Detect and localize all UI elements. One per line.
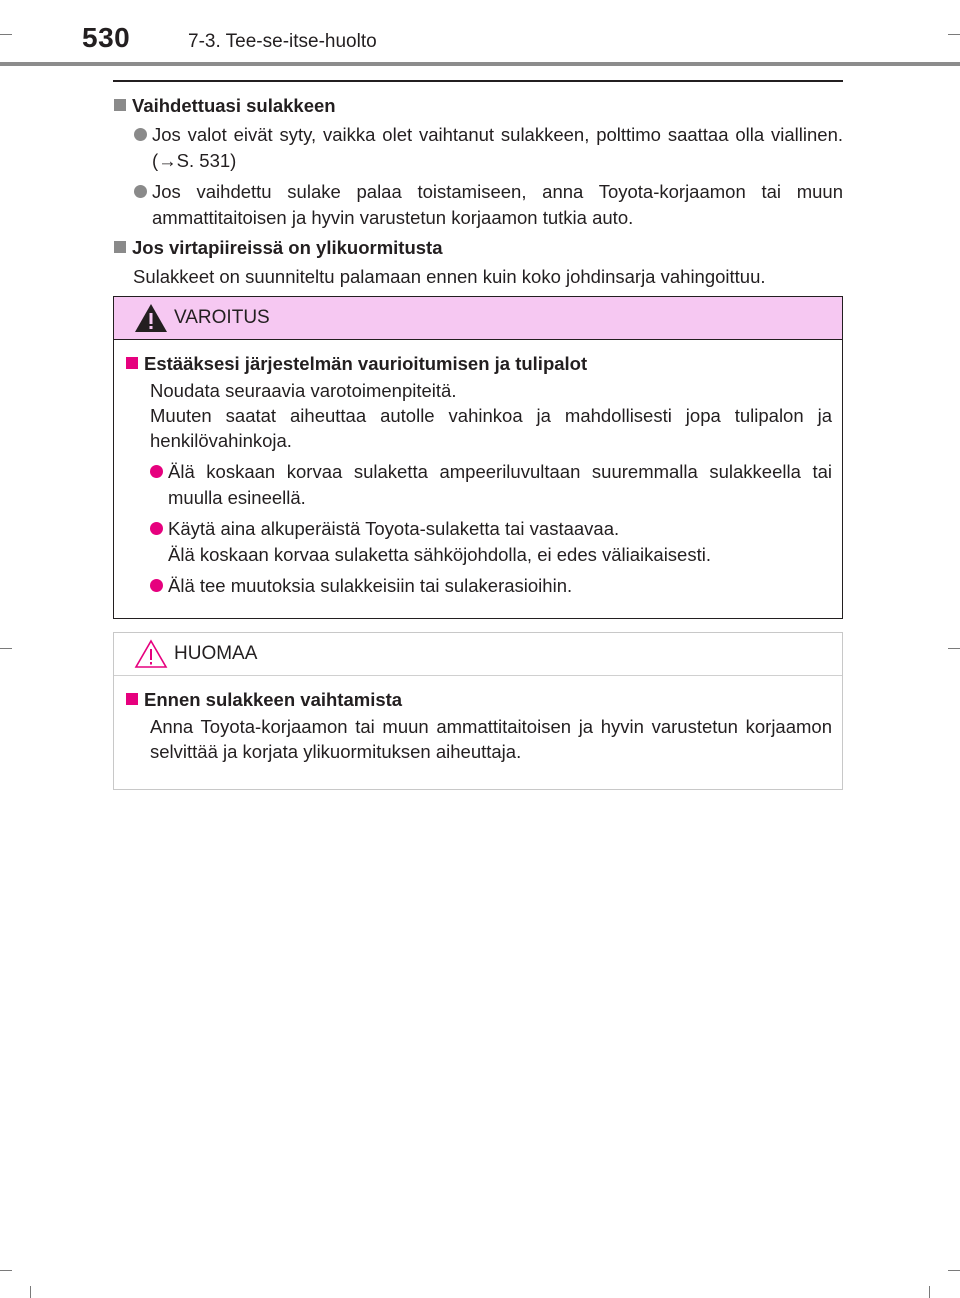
- round-bullet-icon: [150, 465, 163, 478]
- list-item: [113, 122, 843, 174]
- crop-mark: [30, 1286, 31, 1298]
- notice-heading-text: Ennen sulakkeen vaihtamista: [144, 689, 403, 710]
- warning-triangle-icon: [134, 303, 168, 333]
- list-item: [125, 573, 832, 599]
- warning-label: VAROITUS: [174, 307, 270, 328]
- warning-text: Noudata seuraavia varotoimenpiteitä.: [150, 380, 457, 401]
- list-item: [125, 516, 832, 568]
- crop-mark: [0, 34, 12, 35]
- crop-mark: [948, 648, 960, 649]
- section-heading-text: Jos virtapiireissä on ylikuormitusta: [132, 237, 443, 258]
- crop-mark: [948, 34, 960, 35]
- notice-box-body: [114, 676, 842, 764]
- square-bullet-icon: [126, 357, 138, 369]
- content-top-rule: [113, 80, 843, 82]
- main-content: [113, 80, 843, 290]
- list-item-text: Jos valot eivät syty, vaikka olet vaihtanut sulakkeen, polttimo saattaa olla viallinen. (→S. 531): [152, 124, 843, 171]
- list-item-text: Älä koskaan korvaa sulaketta ampeeriluvultaan suuremmalla sulakkeella tai muulla esineellä.: [168, 461, 832, 508]
- list-item-text: [168, 516, 711, 568]
- notice-triangle-icon: [134, 639, 168, 669]
- list-item: [113, 179, 843, 231]
- notice-box: [113, 632, 843, 790]
- crop-mark: [929, 1286, 930, 1298]
- section-heading-text: Vaihdettuasi sulakkeen: [132, 95, 336, 116]
- section-heading: [113, 236, 843, 260]
- warning-heading: [125, 352, 832, 376]
- round-bullet-icon: [134, 128, 147, 141]
- crop-mark: [948, 1270, 960, 1271]
- notice-box-header: [114, 633, 842, 676]
- list-item-line: Käytä aina alkuperäistä Toyota-sulaketta tai vastaavaa.: [168, 518, 620, 539]
- square-bullet-icon: [126, 693, 138, 705]
- warning-box-header: [114, 297, 842, 340]
- list-item-text: Jos vaihdettu sulake palaa toistamiseen, anna Toyota-korjaamon tai muun ammattitaitoisen ja hyvin varustetun korjaamon tutkia auto.: [152, 181, 843, 228]
- round-bullet-icon: [134, 185, 147, 198]
- notice-heading: [125, 688, 832, 712]
- square-bullet-icon: [114, 99, 126, 111]
- list-item-text: Älä tee muutoksia sulakkeisiin tai sulakerasioihin.: [168, 575, 573, 596]
- square-bullet-icon: [114, 241, 126, 253]
- paragraph: Sulakkeet on suunniteltu palamaan ennen kuin koko johdinsarja vahingoittuu.: [133, 266, 766, 287]
- section-heading: [113, 94, 843, 118]
- warning-heading-text: Estääksesi järjestelmän vaurioitumisen ja tulipalot: [144, 353, 588, 374]
- round-bullet-icon: [150, 522, 163, 535]
- page-number: 530: [82, 22, 131, 53]
- section-title: 7-3. Tee-se-itse-huolto: [188, 31, 377, 52]
- warning-box: [113, 296, 843, 619]
- round-bullet-icon: [150, 579, 163, 592]
- crop-mark: [0, 1270, 12, 1271]
- warning-text: Muuten saatat aiheuttaa autolle vahinkoa ja mahdollisesti jopa tulipalon ja henkilövahinkoja.: [150, 405, 832, 451]
- list-item-line: Älä koskaan korvaa sulaketta sähköjohdolla, ei edes väliaikaisesti.: [168, 544, 711, 565]
- notice-text: Anna Toyota-korjaamon tai muun ammattitaitoisen ja hyvin varustetun korjaamon selvittää ja korjata ylikuormituksen aiheuttaja.: [150, 716, 832, 762]
- notice-label: HUOMAA: [174, 643, 258, 664]
- warning-box-body: [114, 340, 842, 599]
- list-item: [125, 459, 832, 511]
- crop-mark: [0, 648, 12, 649]
- header-rule: [0, 62, 960, 66]
